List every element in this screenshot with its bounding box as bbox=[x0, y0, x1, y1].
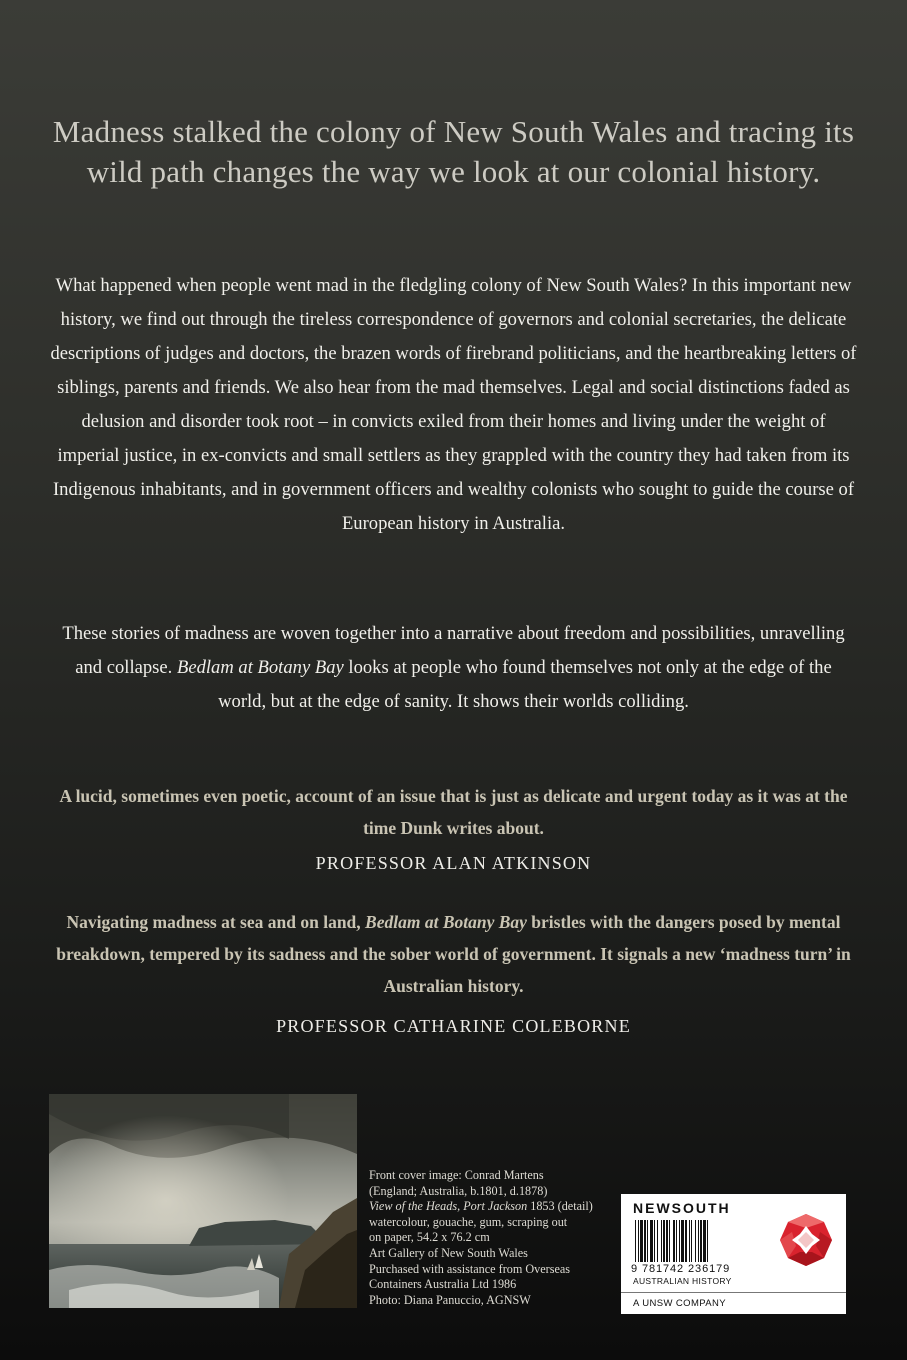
quote-2-attribution: PROFESSOR CATHARINE COLEBORNE bbox=[276, 1016, 631, 1036]
quote-1-text: A lucid, sometimes even poetic, account of an issue that is just as delicate and urgent today as it was at the time Dunk writes about. bbox=[59, 786, 848, 838]
artwork-title: View of the Heads, Port Jackson bbox=[369, 1199, 528, 1214]
quote-1-attribution: PROFESSOR ALAN ATKINSON bbox=[315, 853, 592, 873]
gem-logo-icon bbox=[778, 1212, 834, 1268]
credit-line-3 bbox=[369, 1199, 619, 1215]
credit-line-8: Containers Australia Ltd 1986 bbox=[369, 1277, 517, 1292]
blurb-p2-after: looks at people who found themselves not only at the edge of the world, but at the edge of sanity. It shows their worlds colliding. bbox=[218, 657, 832, 712]
credit-line-5: on paper, 54.2 x 76.2 cm bbox=[369, 1230, 490, 1245]
credit-line-7: Purchased with assistance from Overseas bbox=[369, 1261, 571, 1276]
artwork-year: 1853 (detail) bbox=[527, 1199, 593, 1214]
isbn-barcode bbox=[633, 1220, 753, 1262]
headline: Madness stalked the colony of New South Wales and tracing its wild path changes the way we look at our colonial history. bbox=[52, 114, 855, 189]
credit-line-9: Photo: Diana Panuccio, AGNSW bbox=[369, 1292, 531, 1307]
quote-2-book-title: Bedlam at Botany Bay bbox=[365, 912, 527, 932]
quote-2-text bbox=[50, 906, 857, 1002]
cover-painting bbox=[49, 1094, 357, 1308]
blurb-p2-before: These stories of madness are woven together into a narrative about freedom and possibilities, unravelling and collapse. bbox=[62, 623, 845, 678]
blurb-paragraph-1: What happened when people went mad in the fledgling colony of New South Wales? In this important new history, we find out through the tireless correspondence of governors and colonial secretaries, the delicate descriptions of judges and doctors, the brazen words of firebrand politicians, and the heartbreaking letters of siblings, parents and friends. We also hear from the mad themselves. Legal and social distinctions faded as delusion and disorder took root – in convicts exiled from their homes and living under the weight of imperial justice, in ex-convicts and small settlers as they grappled with the country they had taken from its Indigenous inhabitants, and in government officers and wealthy colonists who sought to guide the course of European history in Australia. bbox=[50, 275, 857, 534]
isbn-number: 9 781742 236179 bbox=[631, 1263, 731, 1275]
quote-2-before: Navigating madness at sea and on land, bbox=[66, 912, 366, 932]
publisher-divider bbox=[621, 1292, 846, 1293]
cover-credit bbox=[369, 1168, 619, 1308]
credit-line-1: Front cover image: Conrad Martens bbox=[369, 1168, 544, 1182]
credit-line-6: Art Gallery of New South Wales bbox=[369, 1245, 528, 1260]
blurb-paragraph-2 bbox=[50, 617, 857, 719]
publisher-company: A UNSW COMPANY bbox=[633, 1298, 727, 1309]
publisher-name: NEWSOUTH bbox=[633, 1200, 731, 1216]
credit-line-4: watercolour, gouache, gum, scraping out bbox=[369, 1214, 568, 1229]
publisher-block bbox=[621, 1194, 846, 1314]
quote-2-after: bristles with the dangers posed by mental breakdown, tempered by its sadness and the sober world of government. It signals a new ‘madness turn’ in Australian history. bbox=[56, 912, 851, 996]
book-category: AUSTRALIAN HISTORY bbox=[633, 1276, 732, 1286]
book-title: Bedlam at Botany Bay bbox=[176, 657, 344, 678]
credit-line-2: (England; Australia, b.1801, d.1878) bbox=[369, 1183, 548, 1198]
